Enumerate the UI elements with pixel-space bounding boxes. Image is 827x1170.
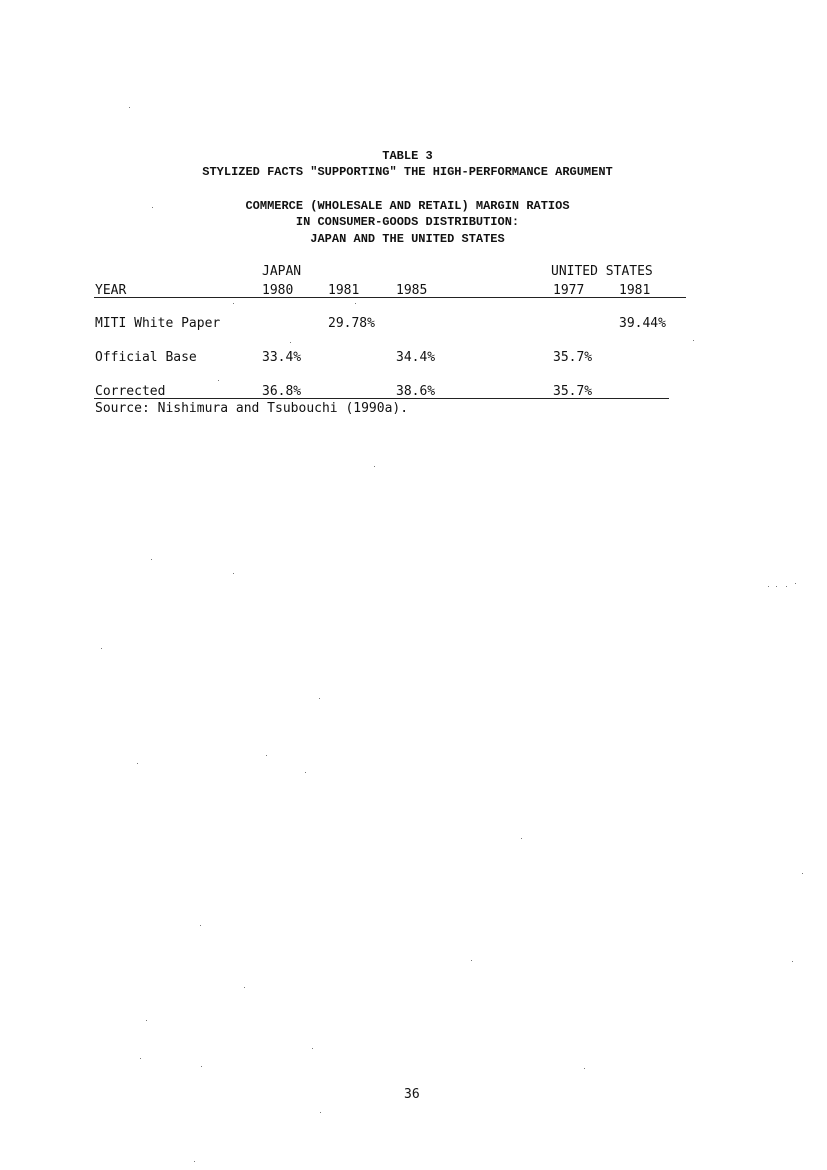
- scan-speck: [146, 1020, 147, 1021]
- row-label-corrected: Corrected: [95, 384, 166, 399]
- table-cell: 36.8%: [262, 384, 302, 399]
- column-header-japan-1981: 1981: [328, 283, 360, 298]
- table-subtitle-line-2: IN CONSUMER-GOODS DISTRIBUTION:: [295, 215, 520, 229]
- row-label-miti-white-paper: MITI White Paper: [95, 316, 221, 331]
- scan-speck: [152, 207, 153, 208]
- scan-speck: [140, 1058, 141, 1059]
- row-label-official-base: Official Base: [95, 350, 197, 365]
- column-header-japan-1985: 1985: [396, 283, 428, 298]
- table-cell: 39.44%: [619, 316, 666, 331]
- table-cell: 29.78%: [328, 316, 375, 331]
- scan-speck: [312, 1048, 313, 1049]
- scan-speck: [584, 1068, 585, 1069]
- scan-speck: [266, 755, 267, 756]
- scan-speck: [244, 987, 245, 988]
- scan-speck: [101, 648, 102, 649]
- scan-speck: [768, 586, 769, 587]
- row-header-year: YEAR: [95, 283, 127, 298]
- scan-speck: [151, 559, 152, 560]
- scan-speck: [471, 960, 472, 961]
- scan-speck: [218, 380, 219, 381]
- scan-speck: [129, 107, 130, 108]
- table-cell: 34.4%: [396, 350, 436, 365]
- scan-speck: [200, 925, 201, 926]
- table-bottom-rule: [94, 398, 669, 399]
- table-cell: 33.4%: [262, 350, 302, 365]
- table-source-note: Source: Nishimura and Tsubouchi (1990a).: [95, 401, 409, 416]
- scan-speck: [521, 838, 522, 839]
- scan-speck: [233, 573, 234, 574]
- scan-speck: [137, 763, 138, 764]
- header-rule: [94, 297, 686, 298]
- scan-speck: [233, 303, 234, 304]
- column-header-us-1981: 1981: [619, 283, 651, 298]
- table-cell: 35.7%: [553, 384, 593, 399]
- scan-speck: [792, 961, 793, 962]
- scan-speck: [776, 586, 777, 587]
- scan-speck: [201, 1066, 202, 1067]
- table-label: TABLE 3: [382, 149, 433, 163]
- table-subtitle-line-3: JAPAN AND THE UNITED STATES: [310, 232, 505, 246]
- table-cell: 35.7%: [553, 350, 593, 365]
- scan-speck: [355, 303, 356, 304]
- scan-speck: [693, 340, 694, 341]
- scan-speck: [290, 342, 291, 343]
- scan-speck: [194, 1161, 195, 1162]
- group-header-japan: JAPAN: [262, 264, 302, 279]
- column-header-us-1977: 1977: [553, 283, 585, 298]
- group-header-united-states: UNITED STATES: [551, 264, 653, 279]
- scan-speck: [305, 772, 306, 773]
- scan-speck: [786, 586, 787, 587]
- column-header-japan-1980: 1980: [262, 283, 294, 298]
- scan-speck: [374, 466, 375, 467]
- table-subtitle-line-1: COMMERCE (WHOLESALE AND RETAIL) MARGIN RATIOS: [245, 199, 570, 213]
- scan-speck: [802, 873, 803, 874]
- scan-speck: [319, 698, 320, 699]
- scan-speck: [795, 583, 796, 584]
- table-cell: 38.6%: [396, 384, 436, 399]
- page-number: 36: [404, 1087, 420, 1102]
- scan-speck: [320, 1112, 321, 1113]
- table-title: STYLIZED FACTS "SUPPORTING" THE HIGH-PERFORMANCE ARGUMENT: [202, 165, 613, 179]
